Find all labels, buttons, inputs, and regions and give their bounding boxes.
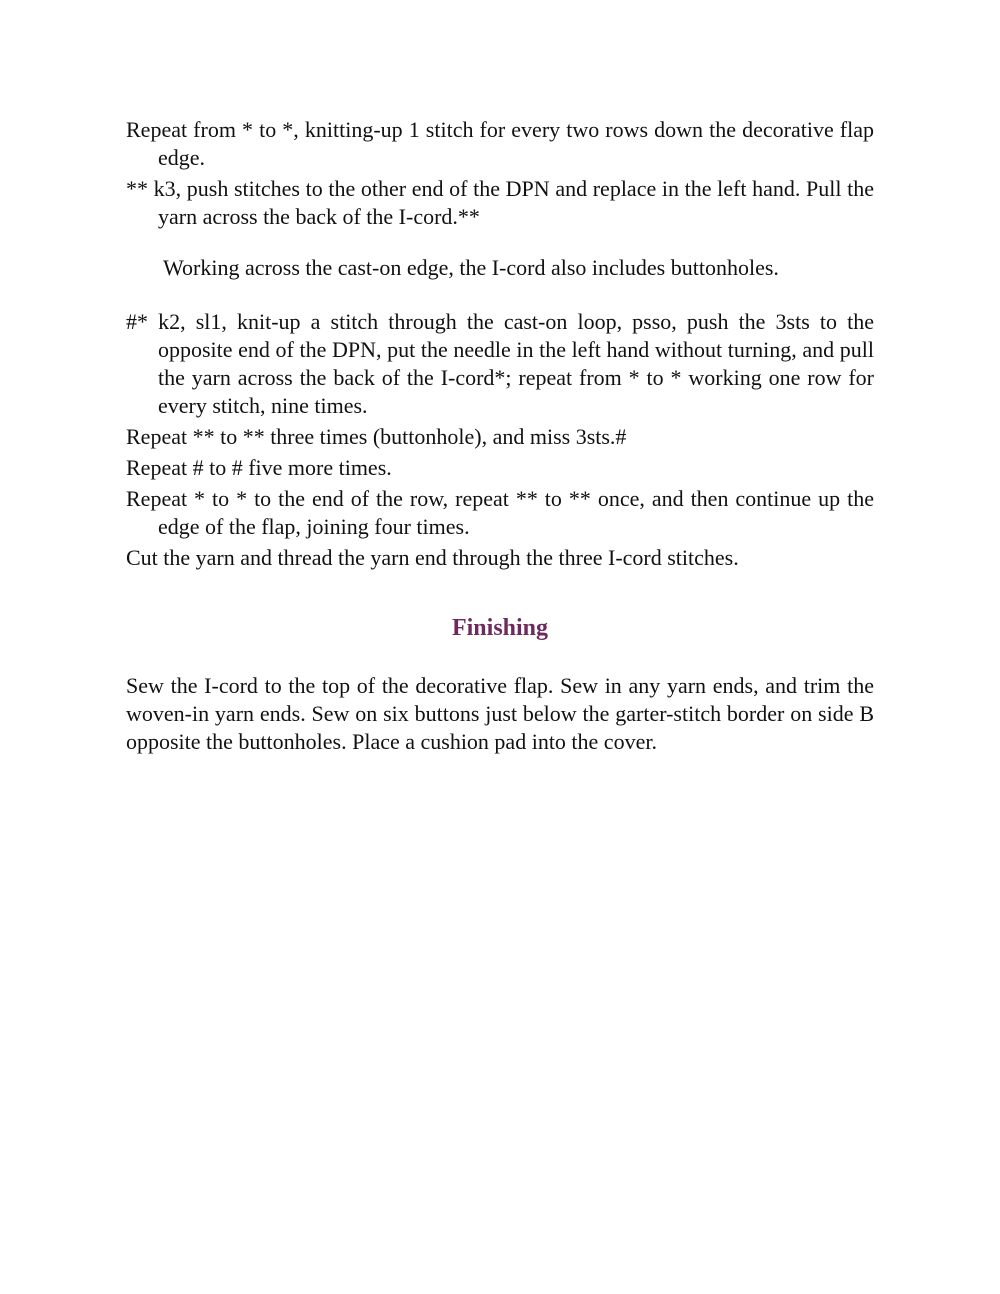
finishing-paragraph: Sew the I-cord to the top of the decorative flap. Sew in any yarn ends, and trim the woven-in yarn ends. Sew on six buttons just below the garter-stitch border on side B opposite the buttonholes. Place a cushion pad into the cover. <box>126 673 874 754</box>
instruction-step: Repeat # to # five more times. <box>126 455 392 480</box>
section-heading-finishing: Finishing <box>451 615 549 641</box>
instruction-note: Working across the cast-on edge, the I-cord also includes buttonholes. <box>163 255 779 280</box>
document-page <box>126 116 874 756</box>
instruction-step: Repeat from * to *, knitting-up 1 stitch for every two rows down the decorative flap edge. <box>126 117 874 170</box>
instruction-step: Repeat ** to ** three times (buttonhole), and miss 3sts.# <box>126 424 627 449</box>
instruction-step: ** k3, push stitches to the other end of the DPN and replace in the left hand. Pull the yarn across the back of the I-cord.** <box>126 176 874 229</box>
instruction-step: Repeat * to * to the end of the row, repeat ** to ** once, and then continue up the edge of the flap, joining four times. <box>126 486 874 539</box>
instruction-step: Cut the yarn and thread the yarn end through the three I-cord stitches. <box>126 545 739 570</box>
instruction-step: #* k2, sl1, knit-up a stitch through the cast-on loop, psso, push the 3sts to the opposite end of the DPN, put the needle in the left hand without turning, and pull the yarn across the back of the I-cord*; repeat from * to * working one row for every stitch, nine times. <box>126 309 874 418</box>
